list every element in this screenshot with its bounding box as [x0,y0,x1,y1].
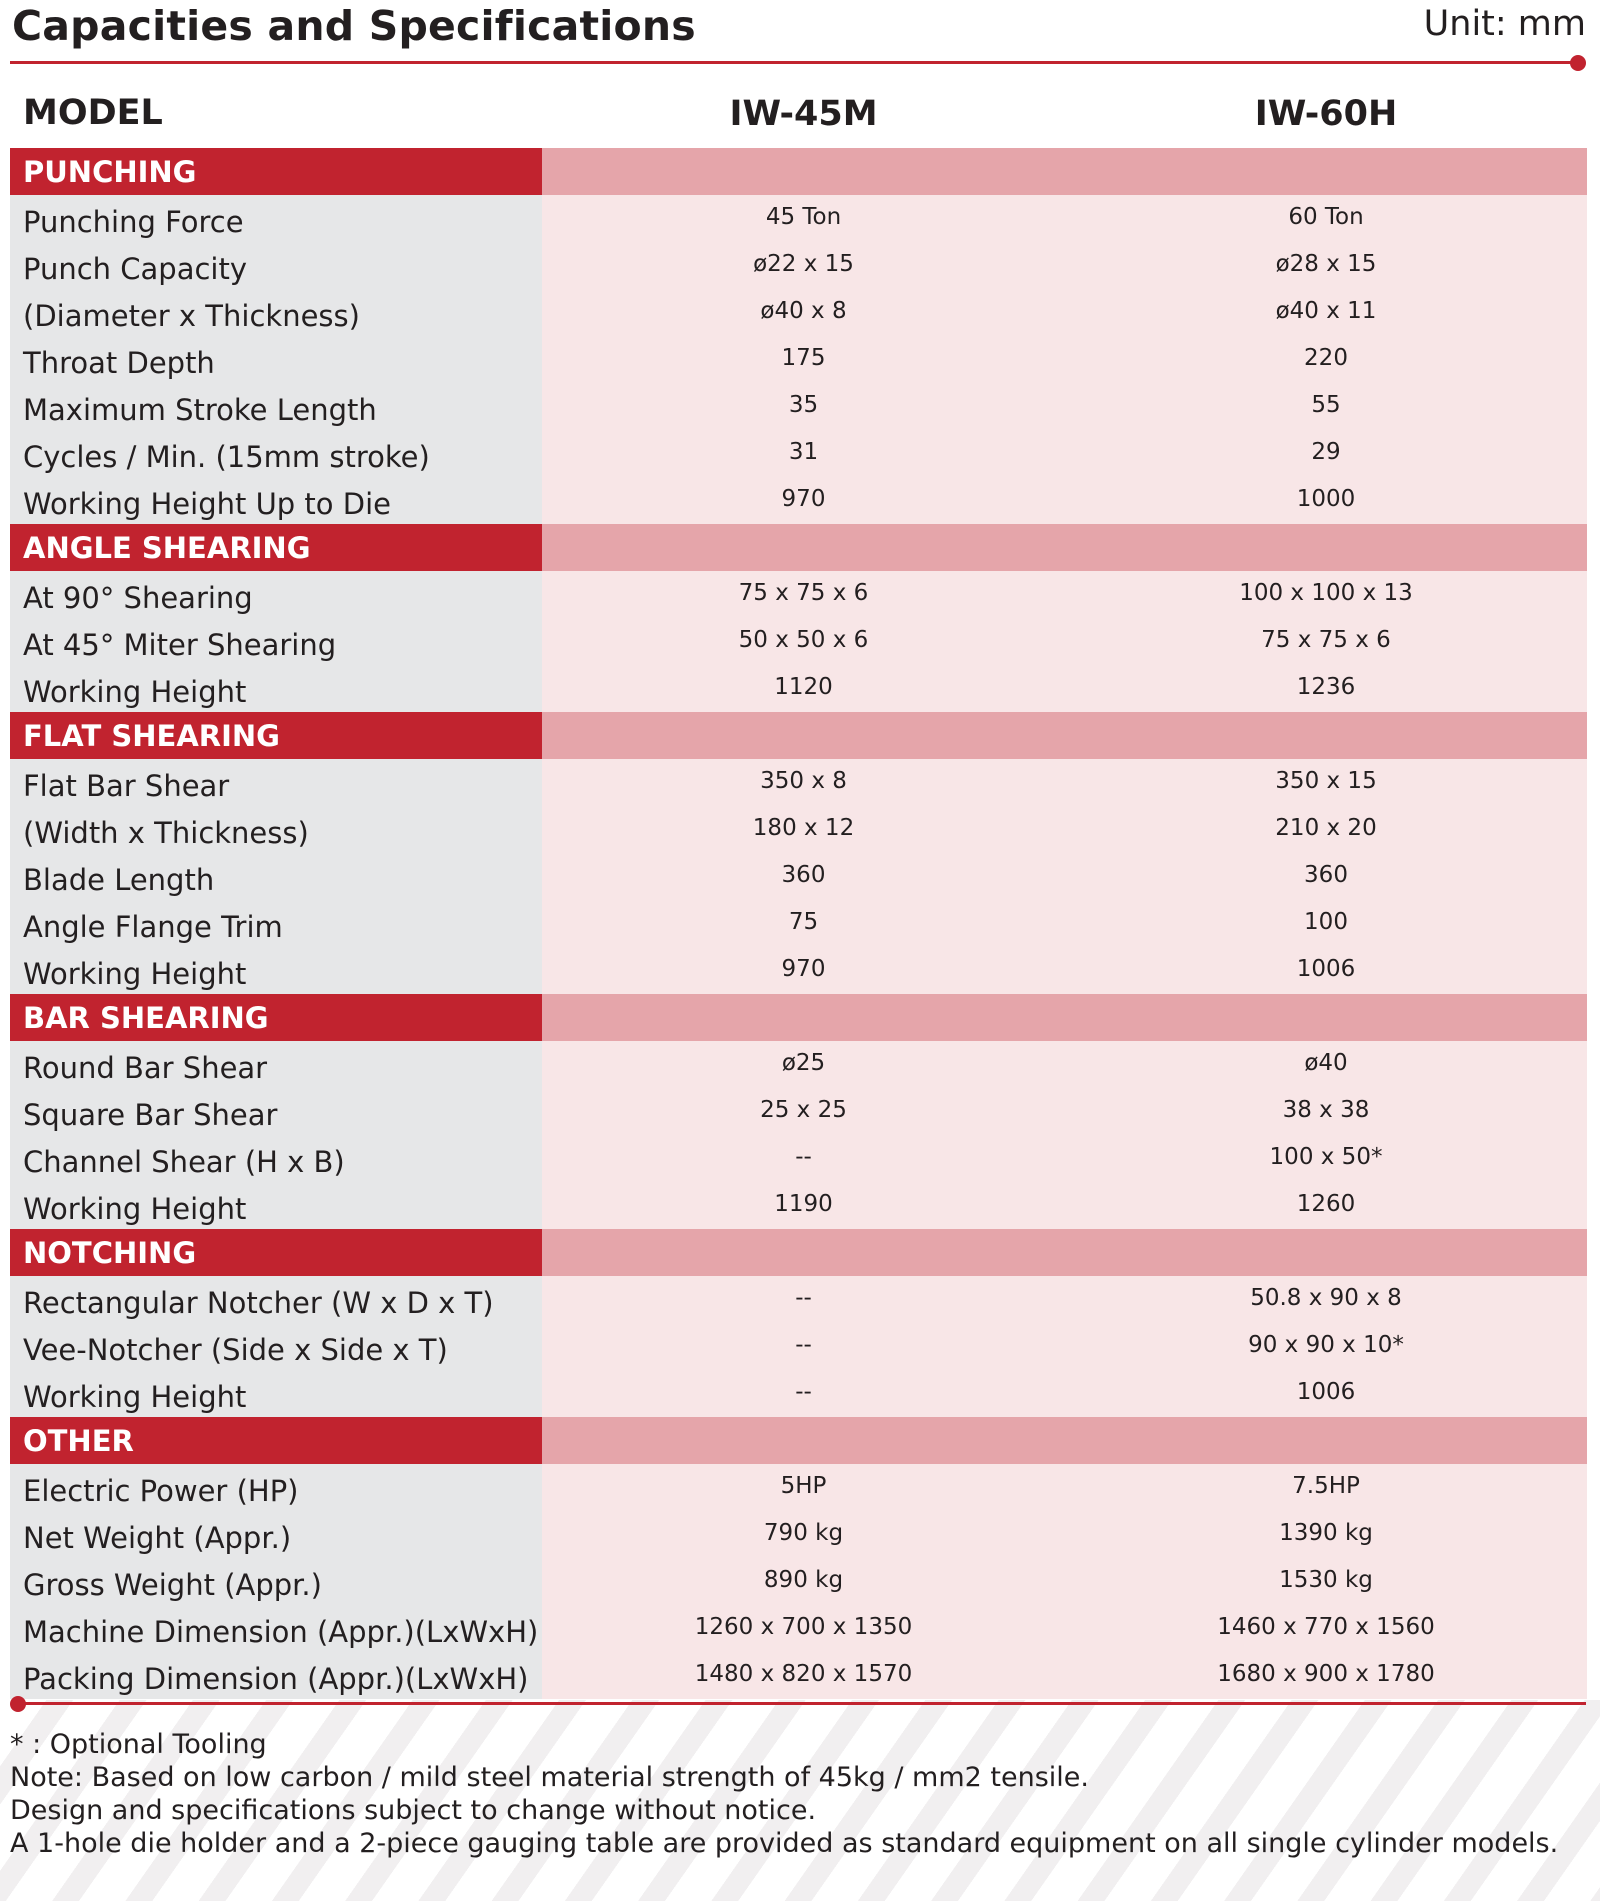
model-2-value: 220 [1304,344,1348,371]
spec-label: Throat Depth [10,336,542,383]
model-1-value: 175 [781,344,826,371]
model-1-value: -- [795,1143,812,1170]
model-1-value: 31 [788,438,819,465]
table-row [10,665,1587,712]
model-1-value: 1480 x 820 x 1570 [694,1660,913,1687]
model-2-value: 1530 kg [1279,1566,1373,1593]
model-2-value: 100 [1304,908,1348,935]
model-name-1: IW-45M [729,94,878,134]
model-2-value: 1006 [1296,1378,1356,1405]
table-body [10,148,1587,1699]
model-1-value: 970 [781,485,826,512]
model-1-value: 75 [788,908,819,935]
table-row [10,806,1587,853]
section-title: OTHER [10,1417,542,1464]
section-title: FLAT SHEARING [10,712,542,759]
table-row [10,383,1587,430]
model-2-value: 1460 x 770 x 1560 [1217,1613,1435,1640]
model-1-value: -- [795,1284,812,1311]
section-title: PUNCHING [10,148,542,195]
section-title: ANGLE SHEARING [10,524,542,571]
table-row [10,336,1587,383]
model-1-value: 970 [781,955,826,982]
spec-label: Working Height [10,665,542,712]
section-header-row [10,1417,1587,1464]
spec-label: Vee-Notcher (Side x Side x T) [10,1323,542,1370]
model-1-value: 1120 [774,673,833,700]
spec-label: Flat Bar Shear [10,759,542,806]
table-row [10,1135,1587,1182]
spec-label: Square Bar Shear [10,1088,542,1135]
model-2-value: 360 [1304,861,1348,888]
table-row [10,759,1587,806]
model-2-value: 7.5HP [1292,1472,1360,1499]
note-line: Note: Based on low carbon / mild steel material strength of 45kg / mm2 tensile. [10,1762,1089,1793]
spec-label: Rectangular Notcher (W x D x T) [10,1276,542,1323]
model-name-2: IW-60H [1254,94,1398,134]
table-row [10,242,1587,289]
model-1-value: -- [795,1378,812,1405]
model-2-value: 1680 x 900 x 1780 [1217,1660,1435,1687]
section-title: NOTCHING [10,1229,542,1276]
model-1-value: 45 Ton [765,203,842,230]
model-1-value: ø40 x 8 [760,297,847,324]
table-row [10,1370,1587,1417]
section-header-row [10,1229,1587,1276]
model-2-value: 210 x 20 [1275,814,1377,841]
table-row [10,477,1587,524]
spec-label: Cycles / Min. (15mm stroke) [10,430,542,477]
table-row [10,195,1587,242]
spec-label: At 45° Miter Shearing [10,618,542,665]
model-2-value: ø28 x 15 [1275,250,1377,277]
note-line: A 1-hole die holder and a 2-piece gauging table are provided as standard equipment on all single cylinder models. [10,1828,1559,1859]
model-1-value: 890 kg [763,1566,844,1593]
table-row [10,1276,1587,1323]
model-2-value: 90 x 90 x 10* [1248,1331,1404,1358]
model-2-value: 50.8 x 90 x 8 [1250,1284,1402,1311]
spec-label: Punch Capacity [10,242,542,289]
model-2-value: 1236 [1296,673,1356,700]
section-title: BAR SHEARING [10,994,542,1041]
spec-label: Maximum Stroke Length [10,383,542,430]
model-2-value: ø40 [1304,1049,1348,1076]
model-1-value: 75 x 75 x 6 [738,579,869,606]
model-2-value: ø40 x 11 [1275,297,1377,324]
model-1-value: 180 x 12 [752,814,855,841]
table-row [10,853,1587,900]
spec-label: Working Height Up to Die [10,477,542,524]
spec-label: Working Height [10,1370,542,1417]
section-header-row [10,994,1587,1041]
model-2-value: 100 x 50* [1269,1143,1383,1170]
spec-label: Packing Dimension (Appr.)(LxWxH) [10,1652,542,1699]
model-1-value: 25 x 25 [760,1096,847,1123]
model-2-value: 60 Ton [1288,203,1364,230]
model-1-value: 50 x 50 x 6 [738,626,869,653]
table-row [10,1088,1587,1135]
unit-label: Unit: mm [1423,4,1586,44]
top-divider [10,61,1578,64]
table-row [10,1041,1587,1088]
spec-label: Angle Flange Trim [10,900,542,947]
footnotes [10,1728,1558,1860]
bottom-divider-dot [10,1696,26,1712]
table-row [10,289,1587,336]
model-2-value: 1260 [1296,1190,1356,1217]
model-2-value: 55 [1311,391,1341,418]
model-2-value: 350 x 15 [1275,767,1377,794]
table-row [10,1652,1587,1699]
spec-label: (Width x Thickness) [10,806,542,853]
note-line: Design and specifications subject to change without notice. [10,1795,817,1826]
table-row [10,947,1587,994]
model-2-value: 100 x 100 x 13 [1239,579,1413,606]
spec-label: Net Weight (Appr.) [10,1511,542,1558]
table-row [10,1511,1587,1558]
model-2-value: 1390 kg [1279,1519,1373,1546]
model-1-value: 350 x 8 [760,767,847,794]
model-header: MODEL [23,93,163,133]
model-2-value: 1000 [1296,485,1356,512]
table-row [10,618,1587,665]
spec-label: Working Height [10,1182,542,1229]
model-1-value: -- [795,1331,812,1358]
model-1-value: 5HP [780,1472,827,1499]
section-header-row [10,712,1587,759]
spec-label: Machine Dimension (Appr.)(LxWxH) [10,1605,542,1652]
model-1-value: 1190 [774,1190,833,1217]
note-line: * : Optional Tooling [10,1729,267,1760]
model-2-value: 38 x 38 [1282,1096,1370,1123]
bottom-divider [18,1702,1586,1705]
table-row [10,1558,1587,1605]
model-1-value: 360 [781,861,826,888]
model-1-value: 790 kg [763,1519,844,1546]
model-1-value: 1260 x 700 x 1350 [694,1613,913,1640]
top-divider-dot [1570,55,1586,71]
table-row [10,1323,1587,1370]
table-header [10,78,1587,148]
model-1-value: ø25 [781,1049,826,1076]
spec-label: Gross Weight (Appr.) [10,1558,542,1605]
page-title: Capacities and Specifications [12,2,696,50]
table-row [10,571,1587,618]
table-row [10,900,1587,947]
spec-label: At 90° Shearing [10,571,542,618]
section-header-row [10,148,1587,195]
spec-label: Working Height [10,947,542,994]
model-2-value: 29 [1311,438,1341,465]
spec-label: Punching Force [10,195,542,242]
model-1-value: 35 [788,391,819,418]
model-1-value: ø22 x 15 [753,250,854,277]
table-row [10,430,1587,477]
spec-label: (Diameter x Thickness) [10,289,542,336]
spec-label: Electric Power (HP) [10,1464,542,1511]
spec-label: Round Bar Shear [10,1041,542,1088]
spec-label: Channel Shear (H x B) [10,1135,542,1182]
section-header-row [10,524,1587,571]
model-2-value: 1006 [1296,955,1356,982]
spec-table [10,78,1587,1699]
table-row [10,1464,1587,1511]
spec-label: Blade Length [10,853,542,900]
table-row [10,1605,1587,1652]
model-2-value: 75 x 75 x 6 [1261,626,1391,653]
table-row [10,1182,1587,1229]
